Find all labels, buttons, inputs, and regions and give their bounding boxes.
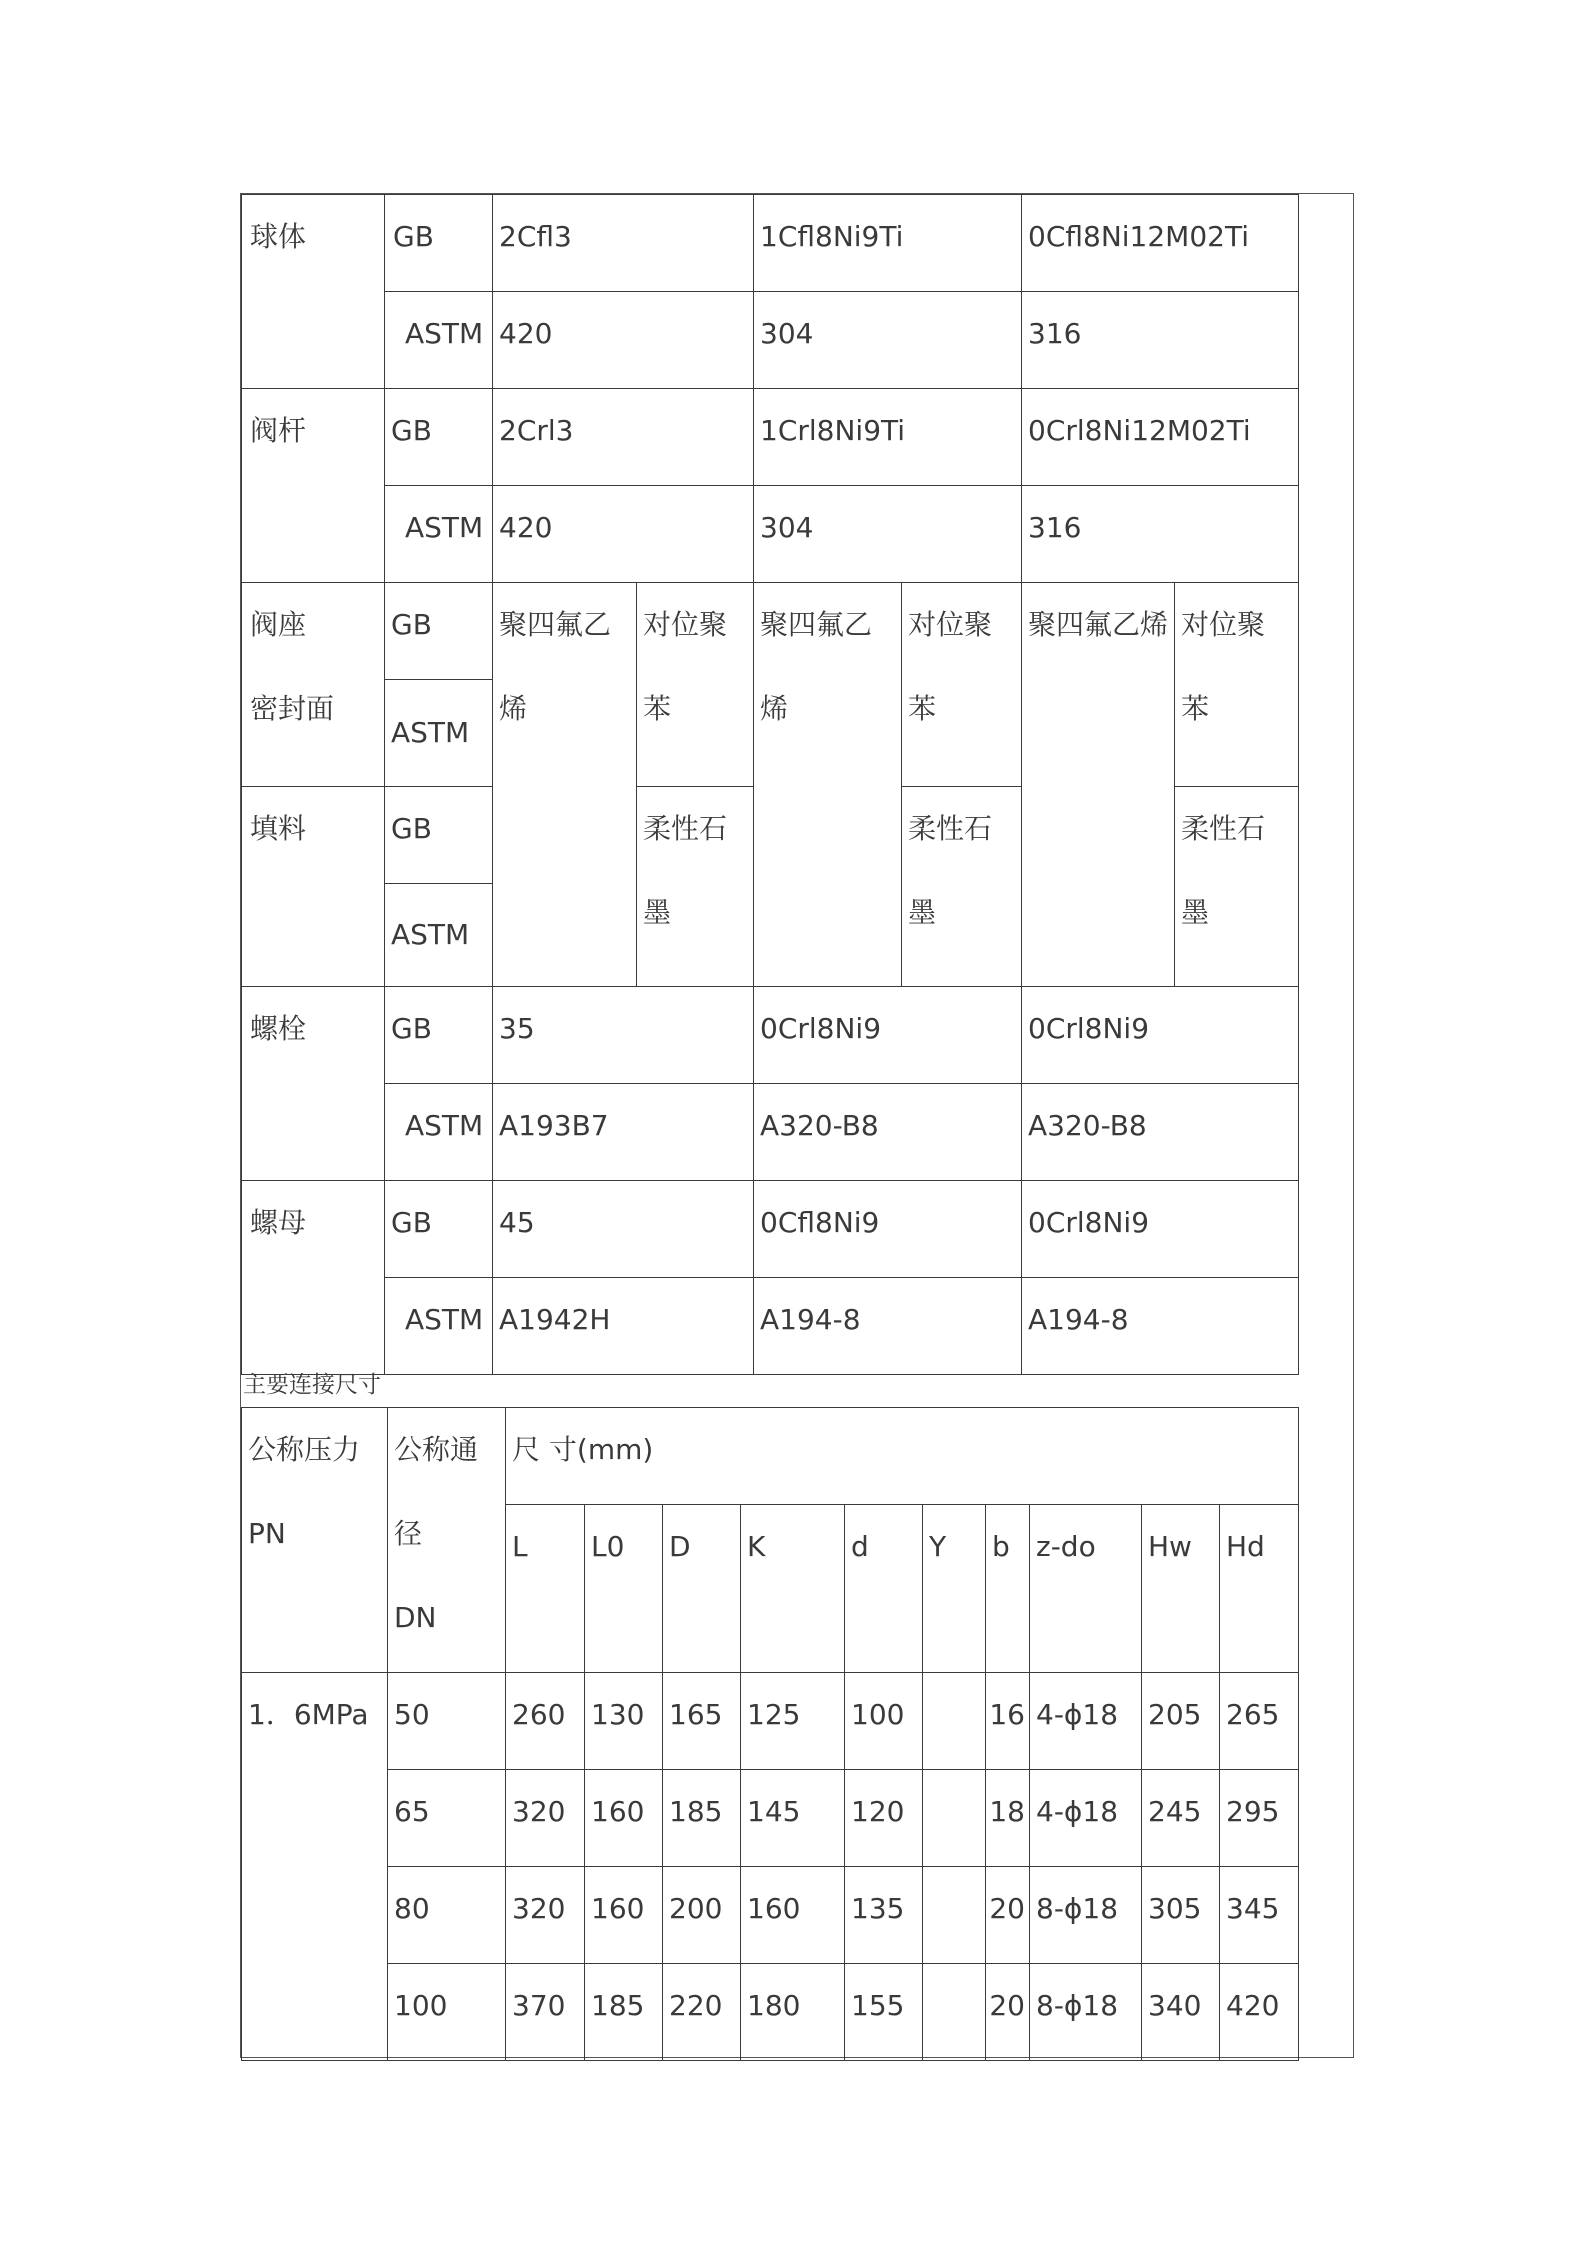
table-header-row [242,1408,1299,1505]
table-cell: 16 [986,1673,1030,1770]
std-label: GB [385,389,493,486]
table-cell: 8-ϕ18 [1030,1867,1142,1964]
material-line: 墨 [908,896,937,929]
part-label-line: 密封面 [250,692,335,725]
table-cell [923,1964,986,2061]
part-label: 螺母 [242,1181,385,1375]
table-row [242,1964,1299,2061]
column-header: D [663,1505,741,1673]
material-cell: 420 [493,486,754,583]
material-line: 苯 [1181,692,1210,725]
header-line: 径 [394,1517,423,1550]
table-row [242,1770,1299,1867]
table-cell: 145 [741,1770,845,1867]
table-cell: 200 [663,1867,741,1964]
header-line: 公称压力 [248,1433,361,1466]
material-line: 对位聚 [908,608,993,641]
material-cell: A320-B8 [754,1084,1022,1181]
material-line: 聚四氟乙 [499,608,612,641]
header-line: PN [248,1517,286,1550]
table-cell: 185 [663,1770,741,1867]
part-label: 球体 [242,195,385,389]
column-header: Y [923,1505,986,1673]
column-header: Hw [1142,1505,1220,1673]
table-cell: 4-ϕ18 [1030,1673,1142,1770]
table-row [242,1867,1299,1964]
table-cell: 160 [741,1867,845,1964]
material-cell: 0Cfl8Ni9 [754,1181,1022,1278]
material-cell: 35 [493,987,754,1084]
material-cell [902,787,1022,987]
material-cell: 0Crl8Ni12M02Ti [1022,389,1299,486]
header-cell [388,1408,506,1673]
column-header: b [986,1505,1030,1673]
material-cell: 316 [1022,486,1299,583]
table-cell [923,1673,986,1770]
material-line: 墨 [1181,896,1210,929]
part-label: 螺栓 [242,987,385,1181]
table-cell: 340 [1142,1964,1220,2061]
table-cell: 100 [845,1673,923,1770]
material-cell [637,787,754,987]
table-cell: 160 [585,1867,663,1964]
table-cell: 120 [845,1770,923,1867]
column-header: L [506,1505,585,1673]
material-cell [1022,583,1175,987]
std-label: ASTM [385,1278,493,1375]
material-line: 苯 [643,692,672,725]
material-line: 聚四氟乙烯 [1028,608,1169,641]
part-label: 填料 [242,787,385,987]
material-cell: 0Crl8Ni9 [1022,1181,1299,1278]
material-cell: 0Crl8Ni9 [754,987,1022,1084]
header-cell: 尺 寸(mm) [506,1408,1299,1505]
material-cell [754,583,902,987]
material-line: 对位聚 [1181,608,1266,641]
material-cell: 1Cfl8Ni9Ti [754,195,1022,292]
material-cell: 304 [754,486,1022,583]
table-row [242,1673,1299,1770]
part-label [242,583,385,787]
material-cell: A1942H [493,1278,754,1375]
material-cell: 316 [1022,292,1299,389]
pressure-cell: 1．6MPa [242,1673,388,2061]
table-cell: 180 [741,1964,845,2061]
table-cell: 420 [1220,1964,1299,2061]
std-label: GB [385,787,493,884]
material-cell: A193B7 [493,1084,754,1181]
std-label: ASTM [385,884,493,987]
table-cell: 160 [585,1770,663,1867]
table-cell: 8-ϕ18 [1030,1964,1142,2061]
materials-table [241,194,1299,1375]
table-row [242,195,1299,292]
table-cell: 65 [388,1770,506,1867]
table-cell: 20 [986,1964,1030,2061]
table-row [242,987,1299,1084]
std-label: GB [385,987,493,1084]
table-cell: 4-ϕ18 [1030,1770,1142,1867]
material-line: 烯 [499,692,528,725]
table-cell: 20 [986,1867,1030,1964]
section-caption: 主要连接尺寸 [243,1372,381,1398]
table-row [242,292,1299,389]
table-cell: 135 [845,1867,923,1964]
header-line: DN [394,1601,437,1634]
table-row [242,486,1299,583]
material-line: 墨 [643,896,672,929]
std-label: ASTM [385,1084,493,1181]
part-label: 阀杆 [242,389,385,583]
material-line: 柔性石 [1181,812,1266,845]
table-cell: 320 [506,1867,585,1964]
column-header: Hd [1220,1505,1299,1673]
table-cell: 245 [1142,1770,1220,1867]
table-row [242,1181,1299,1278]
table-row [242,583,1299,680]
table-cell: 155 [845,1964,923,2061]
header-line: 公称通 [394,1433,479,1466]
material-cell: 2Crl3 [493,389,754,486]
material-cell: 1Crl8Ni9Ti [754,389,1022,486]
material-cell: 0Crl8Ni9 [1022,987,1299,1084]
table-cell: 185 [585,1964,663,2061]
std-label: GB [385,195,493,292]
material-line: 对位聚 [643,608,728,641]
part-label-line: 阀座 [250,608,307,641]
material-line: 柔性石 [908,812,993,845]
column-header: d [845,1505,923,1673]
table-cell: 260 [506,1673,585,1770]
table-cell: 305 [1142,1867,1220,1964]
std-label: ASTM [385,292,493,389]
table-cell: 205 [1142,1673,1220,1770]
table-cell: 345 [1220,1867,1299,1964]
table-row [242,389,1299,486]
material-cell: A320-B8 [1022,1084,1299,1181]
column-header: K [741,1505,845,1673]
material-cell: 2Cfl3 [493,195,754,292]
table-cell: 265 [1220,1673,1299,1770]
table-cell [923,1770,986,1867]
std-label: ASTM [385,680,493,787]
std-label: GB [385,1181,493,1278]
material-cell [902,583,1022,787]
material-cell [637,583,754,787]
material-cell [1175,787,1299,987]
table-cell: 18 [986,1770,1030,1867]
material-line: 苯 [908,692,937,725]
material-cell [1175,583,1299,787]
material-cell: 420 [493,292,754,389]
std-label: ASTM [385,486,493,583]
table-cell: 320 [506,1770,585,1867]
material-cell: A194-8 [754,1278,1022,1375]
table-row [242,1084,1299,1181]
std-label: GB [385,583,493,680]
table-cell: 80 [388,1867,506,1964]
material-cell: 0Cfl8Ni12M02Ti [1022,195,1299,292]
header-cell [242,1408,388,1673]
material-line: 聚四氟乙 [760,608,873,641]
table-cell: 50 [388,1673,506,1770]
material-line: 烯 [760,692,789,725]
material-line: 柔性石 [643,812,728,845]
table-cell: 220 [663,1964,741,2061]
table-cell: 125 [741,1673,845,1770]
material-cell [493,583,637,987]
table-row [242,1278,1299,1375]
material-cell: A194-8 [1022,1278,1299,1375]
table-cell: 370 [506,1964,585,2061]
dimensions-table [241,1407,1299,2061]
table-cell: 100 [388,1964,506,2061]
material-cell: 45 [493,1181,754,1278]
column-header: z-do [1030,1505,1142,1673]
column-header: L0 [585,1505,663,1673]
table-cell: 295 [1220,1770,1299,1867]
material-cell: 304 [754,292,1022,389]
table-cell: 130 [585,1673,663,1770]
table-cell: 165 [663,1673,741,1770]
table-cell [923,1867,986,1964]
